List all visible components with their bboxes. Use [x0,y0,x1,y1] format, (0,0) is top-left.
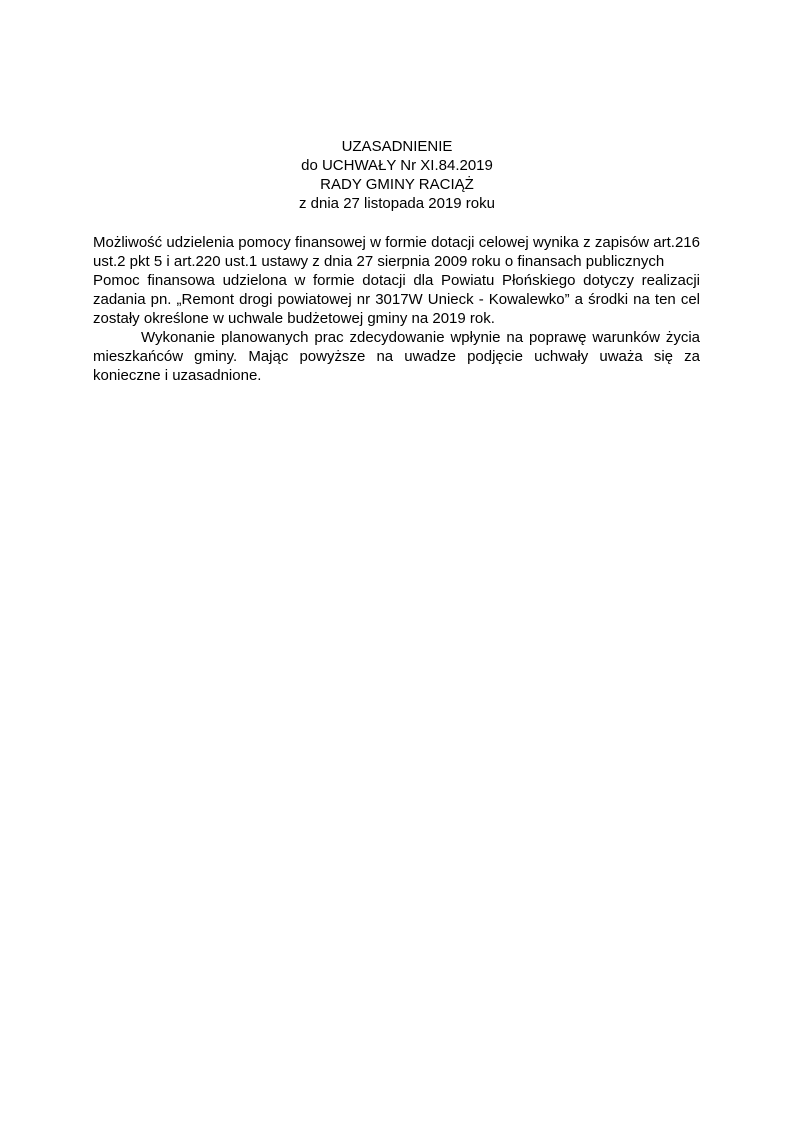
heading-council-name: RADY GMINY RACIĄŻ [320,176,474,193]
document-heading [0,137,794,213]
heading-date: z dnia 27 listopada 2019 roku [299,195,495,212]
document-body [93,233,700,385]
paragraph-grant-purpose: Pomoc finansowa udzielona w formie dotacji dla Powiatu Płońskiego dotyczy realizacji zadania pn. „Remont drogi powiatowej nr 3017W Unieck - Kowalewko” a środki na ten cel zostały określone w uchwale budżetowej gminy na 2019 rok. [93,272,700,327]
paragraph-justification: Wykonanie planowanych prac zdecydowanie wpłynie na poprawę warunków życia mieszkańców gminy. Mając powyższe na uwadze podjęcie uchwały uważa się za konieczne i uzasadnione. [93,329,700,384]
heading-resolution-number: do UCHWAŁY Nr XI.84.2019 [301,157,493,174]
paragraph-legal-basis: Możliwość udzielenia pomocy finansowej w formie dotacji celowej wynika z zapisów art.216 ust.2 pkt 5 i art.220 ust.1 ustawy z dnia 27 sierpnia 2009 roku o finansach publicznych [93,234,700,270]
heading-title: UZASADNIENIE [341,138,453,155]
